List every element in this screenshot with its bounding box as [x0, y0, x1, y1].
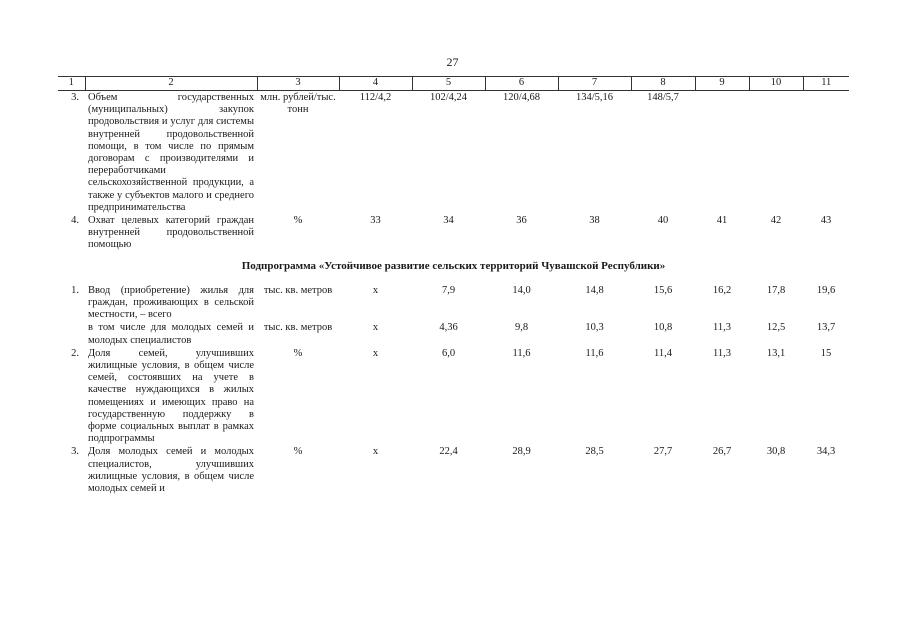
subprogram-title: Подпрограмма «Устойчивое развитие сельских территорий Чувашской Республики» [241, 259, 666, 272]
value-cell: 11,3 [713, 347, 731, 359]
unit-of-measure: % [293, 215, 303, 227]
value-cell: 6,0 [441, 347, 456, 359]
table-row [58, 91, 849, 215]
value-cell: 14,0 [512, 284, 531, 296]
row-number: 4. [71, 215, 79, 227]
value-cell: 11,6 [585, 347, 604, 359]
value-cell: 40 [657, 215, 669, 227]
row-number: 3. [71, 446, 79, 458]
row-number: 2. [71, 347, 79, 359]
column-header: 3 [257, 77, 339, 91]
value-cell: 112/4,2 [359, 92, 392, 103]
unit-of-measure: % [293, 446, 303, 458]
value-cell: 12,5 [766, 322, 786, 334]
value-cell: х [372, 347, 379, 359]
value-cell: х [372, 322, 379, 334]
indicator-name: Объем государственных (муниципальных) закупок продовольствия и услуг для системы внутренней продовольственной помощи, в том числе по прямым договорам с производителями и переработчиками сельскохозяйственной продукции, а также у субъектов малого и среднего предпринимательства [88, 92, 254, 213]
value-cell: 120/4,68 [502, 92, 541, 103]
column-header: 5 [412, 77, 485, 91]
page-number: 27 [446, 55, 459, 69]
value-cell: 33 [370, 215, 381, 227]
indicator-name: в том числе для молодых семей и молодых специалистов [88, 322, 254, 346]
value-cell: 22,4 [439, 446, 458, 458]
indicator-name: Доля молодых семей и молодых специалистов, улучшивших жилищные условия, в общем числе молодых семей и [88, 446, 254, 495]
value-cell: 10,3 [585, 322, 604, 334]
value-cell: 38 [589, 215, 600, 227]
value-cell: 11,6 [512, 347, 531, 359]
value-cell: 11,3 [713, 322, 731, 334]
value-cell: 16,2 [712, 284, 732, 296]
row-number [58, 321, 85, 346]
value-cell: 26,7 [712, 446, 732, 458]
section-heading-row [58, 252, 849, 284]
unit-of-measure: тыс. кв. метров [263, 284, 333, 296]
indicator-name: Охват целевых категорий граждан внутренней продовольственной помощью [88, 215, 254, 251]
unit-of-measure: млн. рублей/тыс. тонн [260, 92, 336, 116]
value-cell: 36 [516, 215, 527, 227]
value-cell: 28,5 [585, 446, 604, 458]
value-cell: 19,6 [816, 284, 836, 296]
table-row [58, 445, 849, 495]
value-cell: 13,1 [766, 347, 786, 359]
indicator-name: Доля семей, улучшивших жилищные условия, в общем числе семей, состоявших на учете в качестве нуждающихся в жилых помещениях и имеющих право на государственную поддержку в форме социальных выплат в рамках подпрограммы [88, 347, 254, 445]
value-cell: 15,6 [653, 284, 673, 296]
column-number-header-row [58, 77, 849, 91]
value-cell: 102/4,24 [429, 92, 468, 103]
value-cell: 14,8 [585, 284, 604, 296]
value-cell: 4,36 [439, 322, 458, 334]
table-row [58, 321, 849, 346]
value-cell [803, 91, 849, 215]
column-header: 8 [631, 77, 695, 91]
table-row [58, 284, 849, 322]
table-row [58, 214, 849, 252]
indicators-table [58, 76, 849, 495]
value-cell: 34,3 [816, 446, 836, 458]
value-cell: 9,8 [514, 322, 529, 334]
column-header: 10 [749, 77, 803, 91]
row-number: 3. [71, 92, 79, 103]
value-cell [749, 91, 803, 215]
row-number: 1. [71, 284, 79, 296]
table-row [58, 347, 849, 446]
value-cell: 15 [820, 347, 832, 359]
unit-of-measure: % [293, 347, 303, 359]
value-cell: 28,9 [512, 446, 531, 458]
value-cell: 7,9 [441, 284, 456, 296]
value-cell: х [372, 284, 379, 296]
column-header: 9 [695, 77, 749, 91]
value-cell: 134/5,16 [575, 92, 614, 103]
column-header: 1 [58, 77, 85, 91]
value-cell: 41 [716, 215, 728, 227]
value-cell: 148/5,7 [647, 92, 679, 103]
value-cell: 11,4 [654, 347, 672, 359]
column-header: 7 [558, 77, 631, 91]
column-header: 6 [485, 77, 558, 91]
value-cell [695, 91, 749, 215]
indicator-name: Ввод (приобретение) жилья для граждан, проживающих в сельской местности, – всего [88, 284, 254, 321]
value-cell: 17,8 [766, 284, 786, 296]
column-header: 11 [803, 77, 849, 91]
value-cell: 13,7 [816, 322, 836, 334]
value-cell: 43 [820, 215, 832, 227]
unit-of-measure: тыс. кв. метров [263, 322, 333, 334]
value-cell: 34 [443, 215, 454, 227]
column-header: 2 [85, 77, 257, 91]
value-cell: 10,8 [653, 322, 673, 334]
value-cell: х [372, 446, 379, 458]
column-header: 4 [339, 77, 412, 91]
value-cell: 42 [770, 215, 782, 227]
value-cell: 27,7 [653, 446, 673, 458]
value-cell: 30,8 [766, 446, 786, 458]
